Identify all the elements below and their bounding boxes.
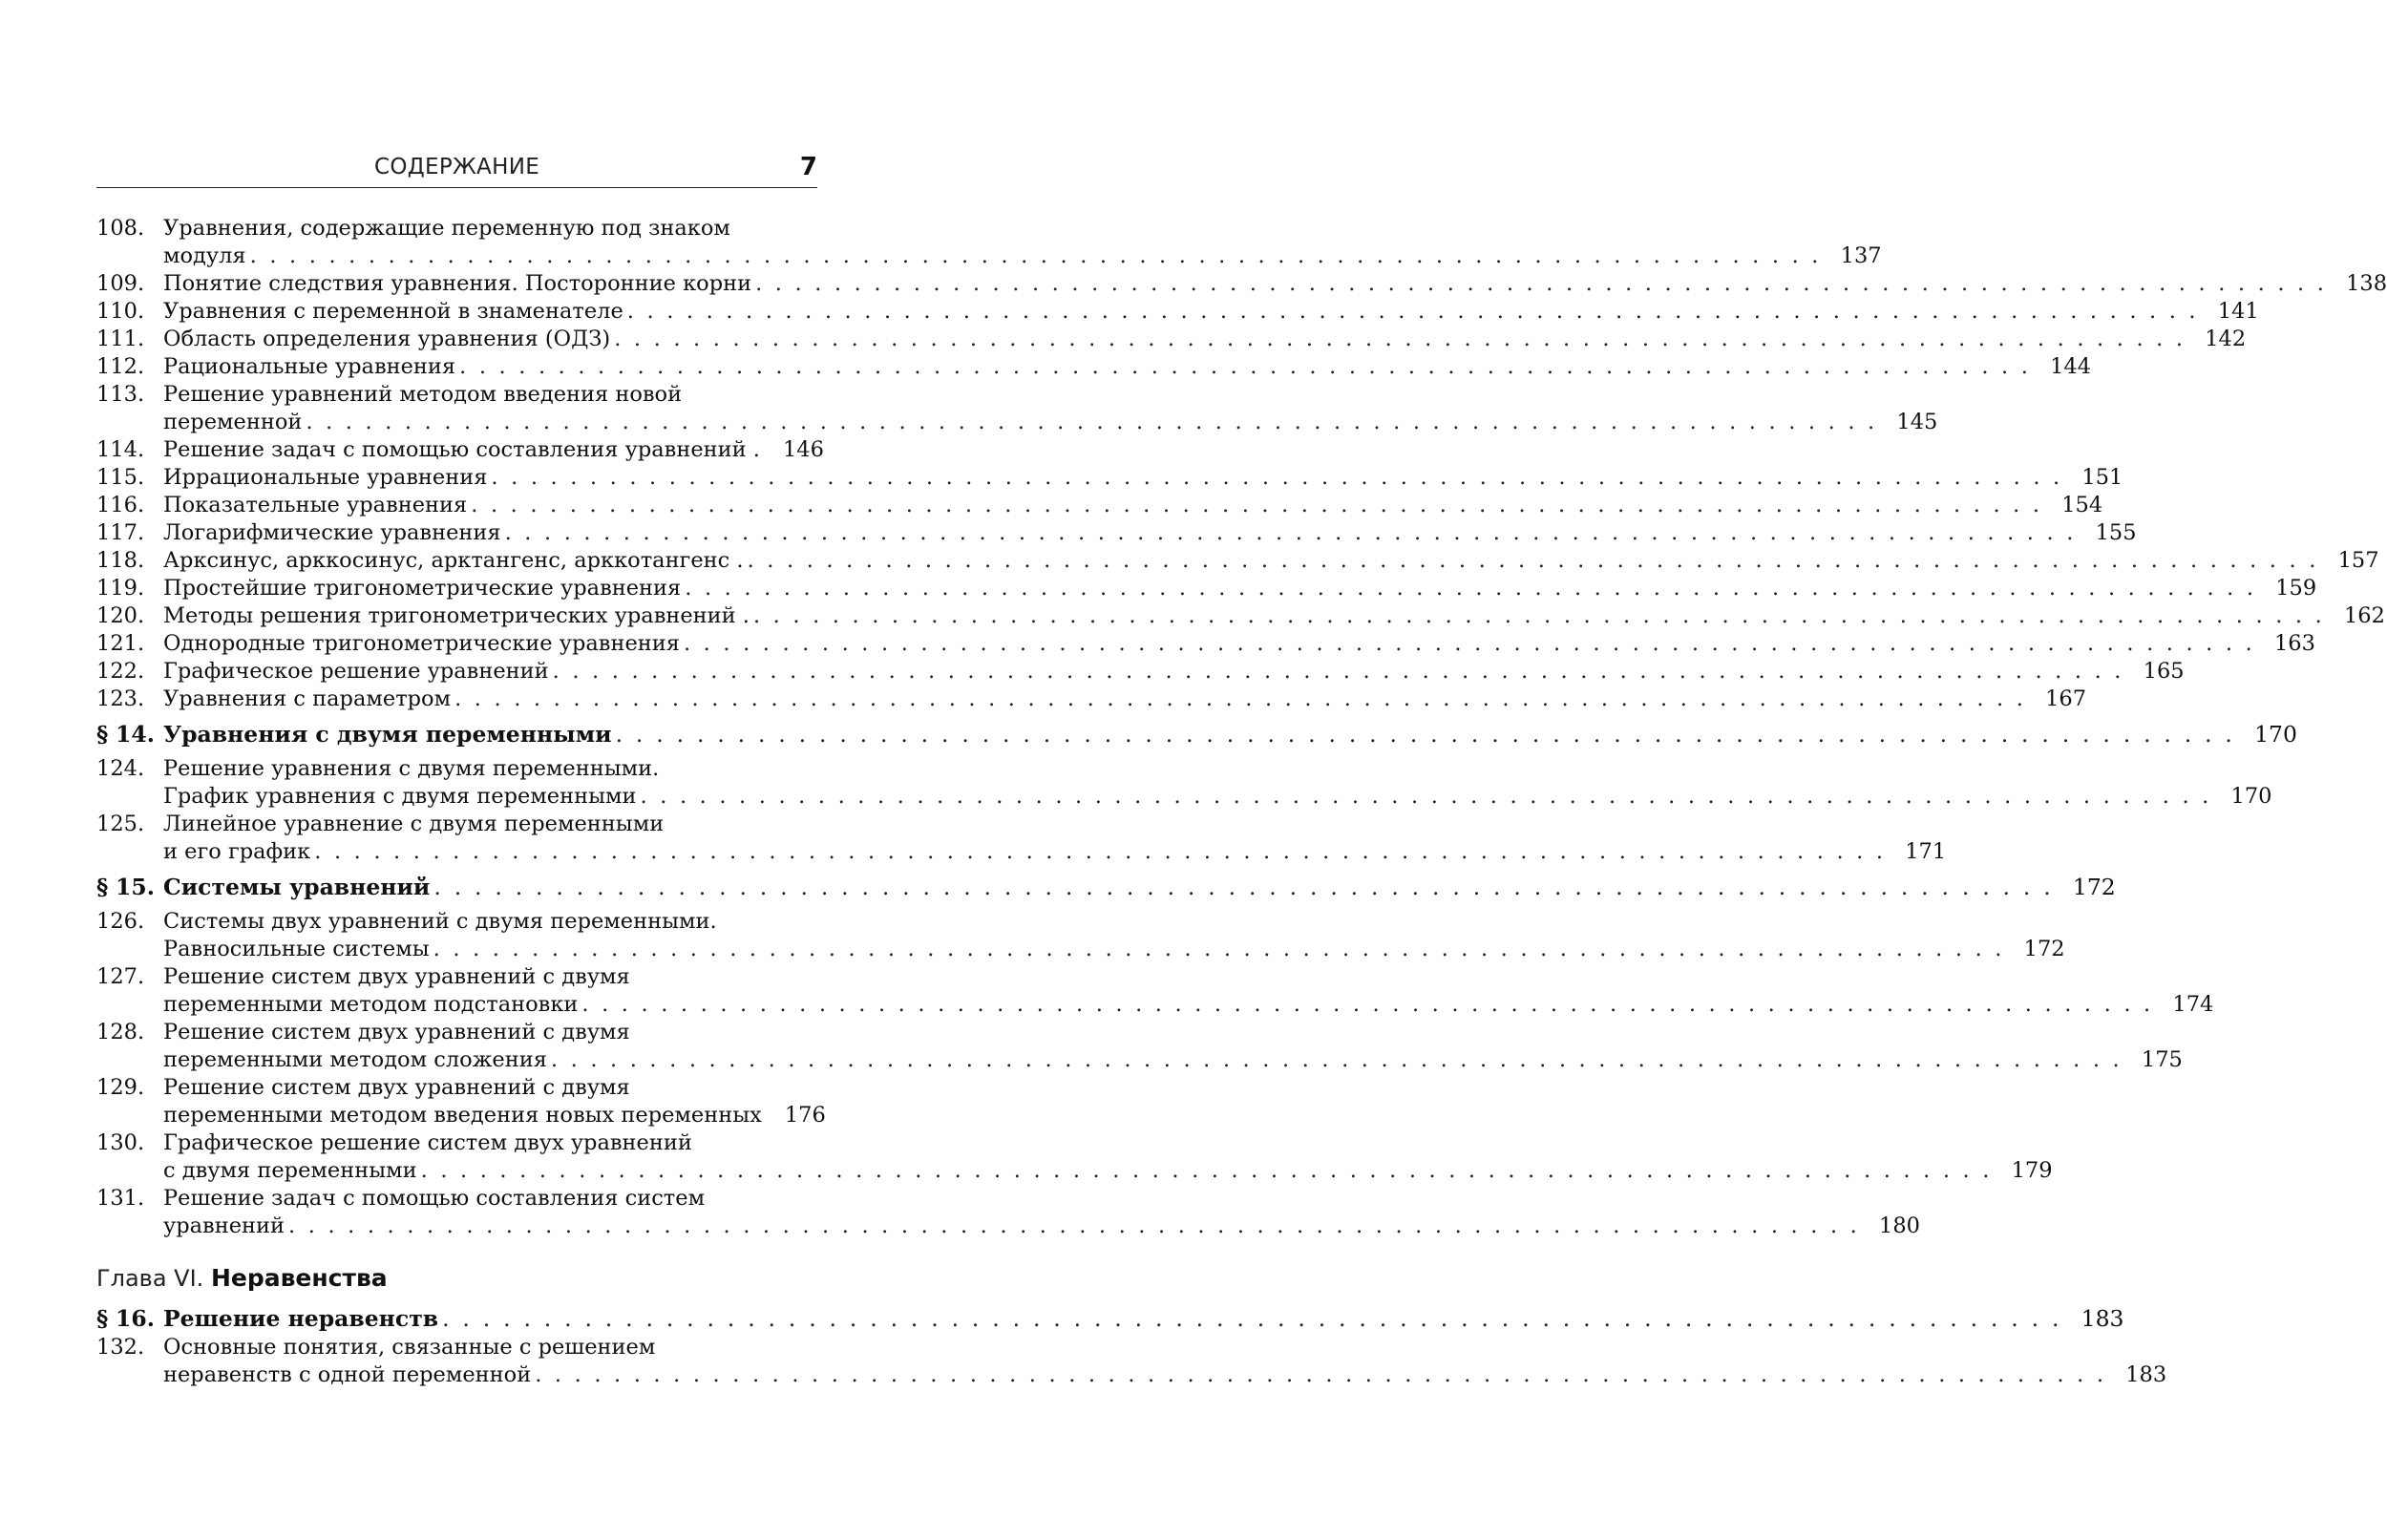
toc-entry[interactable] — [96, 492, 2103, 519]
entry-number: 122. — [96, 659, 145, 684]
entry-title: График уравнения с двумя переменными — [163, 784, 637, 809]
entry-title: Логарифмические уравнения — [163, 520, 501, 545]
section-page: 170 — [2254, 721, 2297, 748]
running-header — [96, 149, 817, 188]
entry-page: 179 — [2011, 1158, 2053, 1183]
entry-title: Показательные уравнения — [163, 493, 468, 517]
entry-number: 125. — [96, 812, 145, 836]
entry-page: 137 — [1840, 243, 1882, 268]
entry-title: неравенств с одной переменной — [163, 1362, 532, 1387]
section-number: 15. — [116, 874, 155, 900]
entry-number: 120. — [96, 603, 145, 628]
entry-page: 167 — [2045, 686, 2087, 711]
entry-title: переменной — [163, 410, 303, 434]
entry-number: 119. — [96, 576, 145, 601]
entry-number: 126. — [96, 909, 145, 934]
section-title: Уравнения с двумя переменными — [163, 721, 612, 748]
leader-dots: . . . . . . . . . . . . . . . . . . . . . . . . . . . . . . . . . . . . . . . . . . . . . . . . . . . . . . . . . . . . . . . . . . . . . . . . . . . . . . . . — [685, 576, 2257, 601]
leader-dots: . . . . . . . . . . . . . . . . . . . . . . . . . . . . . . . . . . . . . . . . . . . . . . . . . . . . . . . . . . . . . . . . . . . . . . . . . . . . . . . . — [615, 721, 2236, 748]
entry-title: Однородные тригонометрические уравнения — [163, 631, 680, 656]
entry-page: 154 — [2061, 493, 2103, 517]
entry-number: 129. — [96, 1075, 145, 1100]
section-symbol: § — [96, 721, 109, 748]
entry-page: 142 — [2205, 327, 2247, 351]
entry-page: 175 — [2141, 1047, 2183, 1072]
entry-title: Методы решения тригонометрических уравнений . — [163, 603, 750, 628]
entry-page: 176 — [784, 1103, 826, 1128]
entry-number: 115. — [96, 465, 145, 490]
toc-group-c — [96, 908, 2214, 1240]
toc-entry[interactable] — [96, 686, 2087, 713]
leader-dots: . . . . . . . . . . . . . . . . . . . . . . . . . . . . . . . . . . . . . . . . . . . . . . . . . . . . . . . . . . . . . . . . . . . . . . . . . . . . . . . . — [491, 465, 2063, 490]
leader-dots: . . . . . . . . . . . . . . . . . . . . . . . . . . . . . . . . . . . . . . . . . . . . . . . . . . . . . . . . . . . . . . . . . . . . . . . . . . . . . . . . — [471, 493, 2043, 517]
toc-group-d — [96, 1334, 2167, 1389]
entry-page: 159 — [2275, 576, 2317, 601]
leader-dots: . . . . . . . . . . . . . . . . . . . . . . . . . . . . . . . . . . . . . . . . . . . . . . . . . . . . . . . . . . . . . . . . . . . . . . . . . . . . . . . . — [581, 992, 2154, 1017]
toc-entry[interactable] — [96, 519, 2137, 547]
toc-entry[interactable] — [96, 658, 2185, 686]
entry-number: 130. — [96, 1130, 145, 1155]
entry-title: Решение задач с помощью составления уравнений . — [163, 437, 760, 462]
toc-entry[interactable] — [96, 1185, 1920, 1240]
toc-entry[interactable] — [96, 575, 2317, 602]
entry-number: 108. — [96, 216, 145, 241]
entry-title: Решение уравнений методом введения новой — [163, 382, 683, 407]
toc-group-a — [96, 215, 2387, 713]
entry-page: 162 — [2343, 603, 2385, 628]
entry-title: Уравнения с параметром — [163, 686, 452, 711]
toc-entry[interactable] — [96, 270, 2387, 298]
entry-title: переменными методом введения новых переменных — [163, 1103, 762, 1128]
entry-title: с двумя переменными — [163, 1158, 417, 1183]
entry-title: Понятие следствия уравнения. Посторонние корни — [163, 271, 752, 296]
section-symbol: § — [96, 1305, 109, 1332]
section-symbol: § — [96, 874, 109, 900]
leader-dots: . . . . . . . . . . . . . . . . . . . . . . . . . . . . . . . . . . . . . . . . . . . . . . . . . . . . . . . . . . . . . . . . . . . . . . . . . . . . . . . . — [314, 839, 1887, 864]
entry-title: Рациональные уравнения — [163, 354, 456, 379]
entry-number: 124. — [96, 756, 145, 781]
leader-dots: . . . . . . . . . . . . . . . . . . . . . . . . . . . . . . . . . . . . . . . . . . . . . . . . . . . . . . . . . . . . . . . . . . . . . . . . . . . . . . . . — [747, 548, 2319, 573]
entry-page: 146 — [782, 437, 824, 462]
entry-title: Уравнения, содержащие переменную под знаком — [163, 216, 730, 241]
toc-group-b — [96, 755, 2272, 866]
entry-page: 151 — [2081, 465, 2123, 490]
leader-dots: . . . . . . . . . . . . . . . . . . . . . . . . . . . . . . . . . . . . . . . . . . . . . . . . . . . . . . . . . . . . . . . . . . . . . . . . . . . . . . . . — [626, 299, 2199, 324]
toc-entry[interactable] — [96, 547, 2379, 575]
toc-section-16[interactable] — [96, 1303, 2124, 1334]
entry-page: 170 — [2230, 784, 2272, 809]
toc-entry[interactable] — [96, 811, 1947, 866]
entry-page: 180 — [1879, 1213, 1920, 1238]
entry-number: 114. — [96, 437, 145, 462]
entry-title: и его график — [163, 839, 311, 864]
leader-dots: . . . . . . . . . . . . . . . . . . . . . . . . . . . . . . . . . . . . . . . . . . . . . . . . . . . . . . . . . . . . . . . . . . . . . . . . . . . . . . . . — [442, 1305, 2062, 1332]
toc-entry[interactable] — [96, 908, 2065, 963]
toc-entry[interactable] — [96, 436, 824, 464]
entry-number: 110. — [96, 299, 145, 324]
entry-title: Область определения уравнения (ОДЗ) — [163, 327, 611, 351]
leader-dots: . . . . . . . . . . . . . . . . . . . . . . . . . . . . . . . . . . . . . . . . . . . . . . . . . . . . . . . . . . . . . . . . . . . . . . . . . . . . . . . . — [459, 354, 2032, 379]
table-of-contents — [96, 215, 2387, 1389]
entry-number: 111. — [96, 327, 145, 351]
toc-entry[interactable] — [96, 381, 1938, 436]
leader-dots: . . . . . . . . . . . . . . . . . . . . . . . . . . . . . . . . . . . . . . . . . . . . . . . . . . . . . . . . . . . . . . . . . . . . . . . . . . . . . . . . — [535, 1362, 2107, 1387]
leader-dots: . . . . . . . . . . . . . . . . . . . . . . . . . . . . . . . . . . . . . . . . . . . . . . . . . . . . . . . . . . . . . . . . . . . . . . . . . . . . . . . . — [752, 603, 2325, 628]
entry-page: 144 — [2050, 354, 2092, 379]
page-number: 7 — [799, 153, 817, 181]
toc-entry[interactable] — [96, 353, 2092, 381]
entry-title: Арксинус, арккосинус, арктангенс, арккотангенс . — [163, 548, 744, 573]
toc-entry[interactable] — [96, 464, 2123, 492]
section-page: 172 — [2072, 874, 2116, 900]
leader-dots: . . . . . . . . . . . . . . . . . . . . . . . . . . . . . . . . . . . . . . . . . . . . . . . . . . . . . . . . . . . . . . . . . . . . . . . . . . . . . . . . — [504, 520, 2077, 545]
entry-page: 163 — [2273, 631, 2315, 656]
entry-title: модуля — [163, 243, 246, 268]
section-page: 183 — [2081, 1305, 2124, 1332]
toc-section-14[interactable] — [96, 719, 2297, 749]
section-number: 16. — [116, 1305, 155, 1332]
toc-entry[interactable] — [96, 298, 2259, 326]
leader-dots: . . . . . . . . . . . . . . . . . . . . . . . . . . . . . . . . . . . . . . . . . . . . . . . . . . . . . . . . . . . . . . . . . . . . . . . . . . . . . . . . — [614, 327, 2186, 351]
chapter-title: Неравенства — [210, 1264, 388, 1292]
toc-entry[interactable] — [96, 755, 2272, 811]
entry-number: 121. — [96, 631, 145, 656]
entry-title: Равносильные системы — [163, 937, 430, 961]
entry-page: 138 — [2346, 271, 2387, 296]
entry-title: Основные понятия, связанные с решением — [163, 1335, 656, 1360]
entry-number: 131. — [96, 1186, 145, 1211]
entry-title: Графическое решение систем двух уравнений — [163, 1130, 692, 1155]
entry-title: переменными методом подстановки — [163, 992, 579, 1017]
toc-section-15[interactable] — [96, 872, 2116, 902]
toc-entry[interactable] — [96, 215, 1882, 270]
entry-number: 113. — [96, 382, 145, 407]
entry-page: 165 — [2143, 659, 2185, 684]
leader-dots: . . . . . . . . . . . . . . . . . . . . . . . . . . . . . . . . . . . . . . . . . . . . . . . . . . . . . . . . . . . . . . . . . . . . . . . . . . . . . . . . — [288, 1213, 1861, 1238]
entry-number: 117. — [96, 520, 145, 545]
entry-number: 128. — [96, 1020, 145, 1044]
entry-title: Уравнения с переменной в знаменателе — [163, 299, 623, 324]
entry-number: 132. — [96, 1335, 145, 1360]
entry-number: 116. — [96, 493, 145, 517]
section-number: 14. — [116, 721, 155, 748]
entry-title: Простейшие тригонометрические уравнения — [163, 576, 682, 601]
entry-page: 157 — [2337, 548, 2379, 573]
entry-title: Линейное уравнение с двумя переменными — [163, 812, 665, 836]
leader-dots: . . . . . . . . . . . . . . . . . . . . . . . . . . . . . . . . . . . . . . . . . . . . . . . . . . . . . . . . . . . . . . . . . . . . . . . . . . . . . . . . — [433, 874, 2054, 900]
entry-title: переменными методом сложения — [163, 1047, 547, 1072]
entry-page: 174 — [2172, 992, 2214, 1017]
leader-dots: . . . . . . . . . . . . . . . . . . . . . . . . . . . . . . . . . . . . . . . . . . . . . . . . . . . . . . . . . . . . . . . . . . . . . . . . . . . . . . . . — [420, 1158, 1993, 1183]
chapter-label: Глава VI. — [96, 1265, 204, 1292]
leader-dots: . . . . . . . . . . . . . . . . . . . . . . . . . . . . . . . . . . . . . . . . . . . . . . . . . . . . . . . . . . . . . . . . . . . . . . . . . . . . . . . . — [683, 631, 2255, 656]
leader-dots: . . . . . . . . . . . . . . . . . . . . . . . . . . . . . . . . . . . . . . . . . . . . . . . . . . . . . . . . . . . . . . . . . . . . . . . . . . . . . . . . — [755, 271, 2328, 296]
toc-entry[interactable] — [96, 326, 2247, 353]
entry-title: Решение задач с помощью составления систем — [163, 1186, 706, 1211]
entry-page: 172 — [2023, 937, 2065, 961]
toc-entry[interactable] — [96, 1019, 2183, 1074]
leader-dots: . . . . . . . . . . . . . . . . . . . . . . . . . . . . . . . . . . . . . . . . . . . . . . . . . . . . . . . . . . . . . . . . . . . . . . . . . . . . . . . . — [306, 410, 1878, 434]
leader-dots: . . . . . . . . . . . . . . . . . . . . . . . . . . . . . . . . . . . . . . . . . . . . . . . . . . . . . . . . . . . . . . . . . . . . . . . . . . . . . . . . — [550, 1047, 2123, 1072]
entry-number: 123. — [96, 686, 145, 711]
entry-title: Решение систем двух уравнений с двумя — [163, 1075, 630, 1100]
toc-entry[interactable] — [96, 1129, 2053, 1185]
leader-dots: . . . . . . . . . . . . . . . . . . . . . . . . . . . . . . . . . . . . . . . . . . . . . . . . . . . . . . . . . . . . . . . . . . . . . . . . . . . . . . . . — [640, 784, 2212, 809]
entry-title: Решение систем двух уравнений с двумя — [163, 964, 630, 989]
toc-entry[interactable] — [96, 630, 2315, 658]
entry-title: Решение уравнения с двумя переменными. — [163, 756, 660, 781]
entry-page: 141 — [2217, 299, 2259, 324]
entry-number: 109. — [96, 271, 145, 296]
entry-page: 145 — [1896, 410, 1938, 434]
toc-entry[interactable] — [96, 1334, 2167, 1389]
entry-title: Графическое решение уравнений — [163, 659, 549, 684]
entry-page: 183 — [2125, 1362, 2167, 1387]
leader-dots: . . . . . . . . . . . . . . . . . . . . . . . . . . . . . . . . . . . . . . . . . . . . . . . . . . . . . . . . . . . . . . . . . . . . . . . . . . . . . . . . — [552, 659, 2124, 684]
toc-entry[interactable] — [96, 602, 2385, 630]
leader-dots: . . . . . . . . . . . . . . . . . . . . . . . . . . . . . . . . . . . . . . . . . . . . . . . . . . . . . . . . . . . . . . . . . . . . . . . . . . . . . . . . — [433, 937, 2005, 961]
entry-title: Решение систем двух уравнений с двумя — [163, 1020, 630, 1044]
section-title: Решение неравенств — [163, 1305, 439, 1332]
running-title: СОДЕРЖАНИЕ — [373, 155, 540, 179]
entry-number: 127. — [96, 964, 145, 989]
leader-dots: . . . . . . . . . . . . . . . . . . . . . . . . . . . . . . . . . . . . . . . . . . . . . . . . . . . . . . . . . . . . . . . . . . . . . . . . . . . . . . . . — [249, 243, 1822, 268]
entry-page: 171 — [1905, 839, 1947, 864]
leader-dots: . . . . . . . . . . . . . . . . . . . . . . . . . . . . . . . . . . . . . . . . . . . . . . . . . . . . . . . . . . . . . . . . . . . . . . . . . . . . . . . . — [454, 686, 2027, 711]
entry-number: 118. — [96, 548, 145, 573]
entry-title: Иррациональные уравнения — [163, 465, 488, 490]
section-title: Системы уравнений — [163, 874, 431, 900]
entry-title: Системы двух уравнений с двумя переменными. — [163, 909, 717, 934]
toc-entry[interactable] — [96, 963, 2214, 1019]
entry-number: 112. — [96, 354, 145, 379]
entry-page: 155 — [2095, 520, 2137, 545]
entry-title: уравнений — [163, 1213, 285, 1238]
toc-entry[interactable] — [96, 1074, 826, 1129]
chapter-heading — [96, 1261, 817, 1296]
